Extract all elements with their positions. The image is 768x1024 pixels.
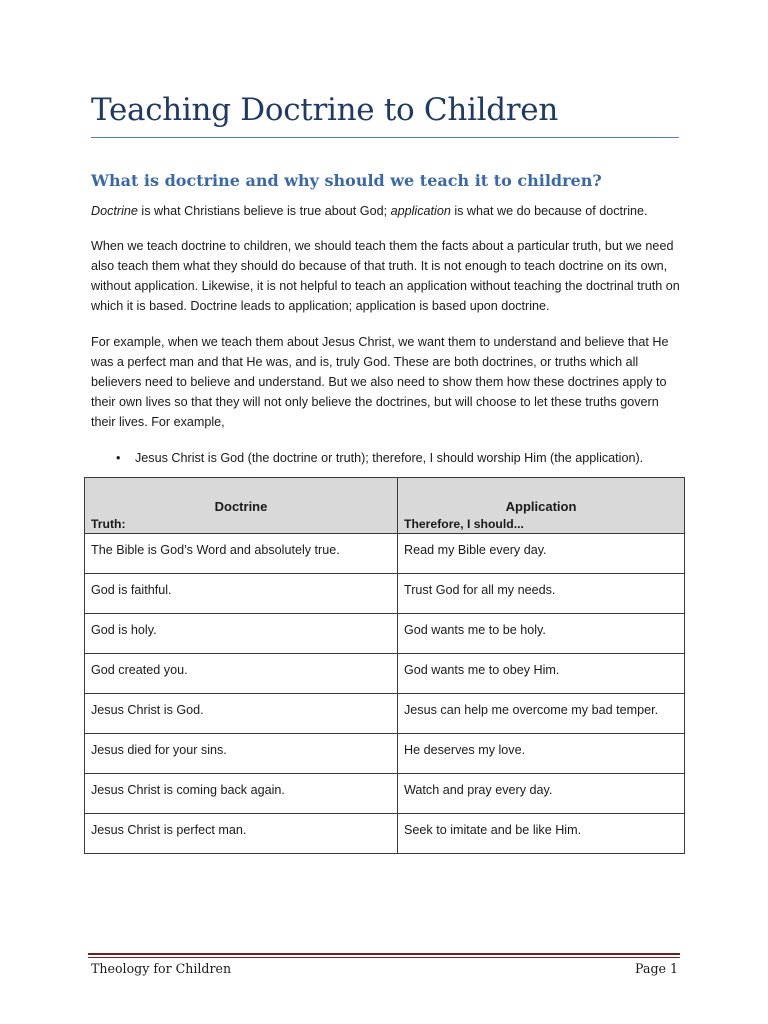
section-heading: What is doctrine and why should we teach it to children?	[91, 171, 602, 190]
table-row	[85, 654, 685, 694]
truth-cell: God created you.	[85, 654, 398, 694]
table-row	[85, 574, 685, 614]
bullet-dot-icon: •	[116, 451, 121, 465]
application-cell: Watch and pray every day.	[398, 774, 685, 814]
doctrine-application-table	[84, 477, 685, 854]
footer-book-title: Theology for Children	[91, 961, 232, 976]
truth-cell: The Bible is God’s Word and absolutely true.	[85, 534, 398, 574]
header-doctrine	[85, 478, 398, 534]
truth-cell: Jesus Christ is God.	[85, 694, 398, 734]
header-therefore-label: Therefore, I should...	[404, 517, 524, 531]
term-application: application	[390, 204, 451, 218]
truth-cell: God is holy.	[85, 614, 398, 654]
table-row	[85, 774, 685, 814]
page-title: Teaching Doctrine to Children	[91, 92, 559, 128]
definition-text-1: is what Christians believe is true about God;	[137, 204, 391, 218]
application-cell: God wants me to obey Him.	[398, 654, 685, 694]
application-cell: Read my Bible every day.	[398, 534, 685, 574]
footer-page-number: Page 1	[635, 961, 678, 976]
header-application-label: Application	[505, 499, 577, 514]
application-cell: God wants me to be holy.	[398, 614, 685, 654]
application-cell: Jesus can help me overcome my bad temper.	[398, 694, 685, 734]
table-row	[85, 694, 685, 734]
truth-cell: Jesus Christ is coming back again.	[85, 774, 398, 814]
bullet-text: Jesus Christ is God (the doctrine or truth); therefore, I should worship Him (the application).	[135, 451, 644, 465]
definition-paragraph	[91, 201, 681, 221]
table-header-row	[85, 478, 685, 534]
body-paragraph-2: When we teach doctrine to children, we should teach them the facts about a particular truth, but we need also teach them what they should do because of that truth. It is not enough to teach doctrine on its own, without application. Likewise, it is not helpful to teach an application without teaching the doctrinal truth on which it is based. Doctrine leads to application; application is based upon doctrine.	[91, 239, 680, 313]
application-cell: Seek to imitate and be like Him.	[398, 814, 685, 854]
application-cell: Trust God for all my needs.	[398, 574, 685, 614]
header-application	[398, 478, 685, 534]
header-doctrine-label: Doctrine	[214, 499, 268, 514]
table-row	[85, 614, 685, 654]
truth-cell: Jesus died for your sins.	[85, 734, 398, 774]
body-paragraph-3: For example, when we teach them about Jesus Christ, we want them to understand and believe that He was a perfect man and that He was, and is, truly God. These are both doctrines, or truths which all believers need to believe and understand. But we also need to show them how these doctrines apply to their own lives so that they will not only believe the doctrines, but will choose to let these truths govern their lives. For example,	[91, 335, 669, 429]
truth-cell: Jesus Christ is perfect man.	[85, 814, 398, 854]
table-row	[85, 534, 685, 574]
truth-cell: God is faithful.	[85, 574, 398, 614]
term-doctrine: Doctrine	[91, 204, 138, 218]
footer-rule-thick	[88, 953, 680, 955]
title-underline	[91, 137, 679, 138]
table-row	[85, 814, 685, 854]
application-cell: He deserves my love.	[398, 734, 685, 774]
table-row	[85, 734, 685, 774]
definition-text-2: is what we do because of doctrine.	[450, 204, 648, 218]
bullet-item	[116, 448, 676, 468]
footer-rule-thin	[88, 957, 680, 958]
header-truth-label: Truth:	[91, 517, 126, 531]
